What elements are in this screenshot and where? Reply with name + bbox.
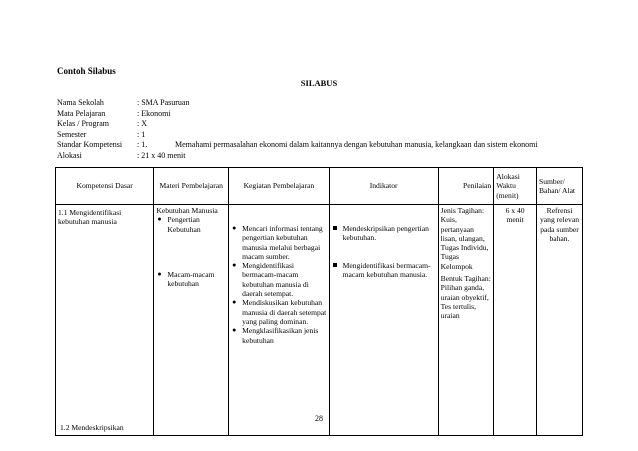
header-indikator: Indikator (329, 168, 438, 205)
header-kegiatan: Kegiatan Pembelajaran (229, 168, 329, 205)
cell-materi (154, 205, 229, 436)
mp-bullet-text: Macam-macam kebutuhan (167, 269, 215, 289)
ind-bullet-text: Mengidentifikasi bermacam-macam kebutuhan manusia. (342, 260, 431, 279)
syllabus-table (55, 167, 583, 436)
mp-bullet (156, 215, 226, 234)
kp-bullet (231, 224, 326, 261)
ind-bullet-text: Mendeskripsikan pengertian kebutuhan. (342, 224, 429, 243)
cell-indikator (329, 205, 438, 436)
header-materi: Materi Pembelajaran (154, 168, 229, 205)
header-penilaian: Penilaian (438, 168, 494, 205)
info-value: : 1 (137, 129, 146, 139)
kp-bullet (231, 261, 326, 298)
kd-item-2: 1.2 Mendeskripsikan (60, 422, 124, 432)
table-header-row (56, 168, 583, 205)
kp-bullet-text: Mendiskusikan kebutuhan manusia di daerah setempat yang paling dominan. (242, 298, 327, 326)
square-bullet-icon (333, 263, 337, 267)
cell-alokasi (494, 205, 537, 436)
ind-bullet (332, 261, 436, 280)
cell-kegiatan (229, 205, 329, 436)
pen-type: Jenis Tagihan: Kuis, pertanyaan lisan, ulangan, Tugas Individu, Tugas Kelompok (440, 206, 489, 271)
pen-form: Bentuk Tagihan: Pilihan ganda, uraian obyektif, Tes tertulis, uraian (440, 274, 491, 321)
header-kompetensi: Kompetensi Dasar (56, 168, 154, 205)
info-label: Semester (57, 129, 87, 139)
mp-bullet (156, 270, 226, 289)
page-number: 28 (315, 414, 323, 423)
info-label: Standar Kompetensi (57, 140, 123, 149)
info-label: Nama Sekolah (57, 98, 104, 107)
alokasi-value: 6 x 40 menit (505, 206, 525, 225)
info-label: Kelas / Program (57, 119, 109, 128)
mp-intro: Kebutuhan Manusia (156, 206, 218, 215)
mp-bullet-text: Pengertian Kebutuhan (167, 215, 201, 234)
bullet-icon: ● (157, 215, 162, 224)
bullet-icon: ● (232, 298, 237, 307)
bullet-icon: ● (232, 261, 237, 270)
info-value: : 1. (137, 140, 148, 149)
kp-bullet-text: Mengklasifikasikan jenis kebutuhan (242, 326, 319, 345)
header-alokasi: Alokasi Waktu (menit) (494, 168, 537, 205)
kp-bullet-text: Mengidentifikasi bermacam-macam kebutuhan manusia di daerah setempat. (242, 261, 309, 299)
table-row (56, 205, 583, 436)
info-value: : SMA Pasuruan (137, 98, 190, 107)
document-title: SILABUS (300, 78, 338, 88)
square-bullet-icon (333, 226, 337, 230)
cell-kompetensi (56, 205, 154, 436)
cell-sumber (536, 205, 582, 436)
info-value: : 21 x 40 menit (137, 150, 186, 160)
kp-bullet (231, 326, 326, 345)
document-heading: Contoh Silabus (57, 66, 116, 76)
kp-bullet (231, 298, 326, 326)
info-value: : X (137, 119, 147, 128)
kp-bullet-text: Mencari informasi tentang pengertian kebutuhan manusia melalui berbagai macam sumber. (242, 224, 323, 261)
ind-bullet (332, 224, 436, 243)
sumber-value: Refrensi yang relevan pada sumber bahan. (539, 206, 579, 243)
info-value-extra: Memahami permasalahan ekonomi dalam kaitannya dengan kebutuhan manusia, kelangkaan dan sistem ekonomi (175, 140, 538, 149)
info-value: : Ekonomi (137, 108, 171, 118)
header-sumber: Sumber/ Bahan/ Alat (536, 168, 582, 205)
bullet-icon: ● (157, 269, 162, 278)
bullet-icon: ● (232, 326, 237, 335)
info-label: Alokasi (57, 150, 82, 160)
bullet-icon: ● (232, 224, 237, 232)
info-label: Mata Pelajaran (57, 108, 106, 118)
kd-item-1: 1.1 Mengidentifikasi kebutuhan manusia (58, 208, 122, 227)
cell-penilaian (438, 205, 494, 436)
